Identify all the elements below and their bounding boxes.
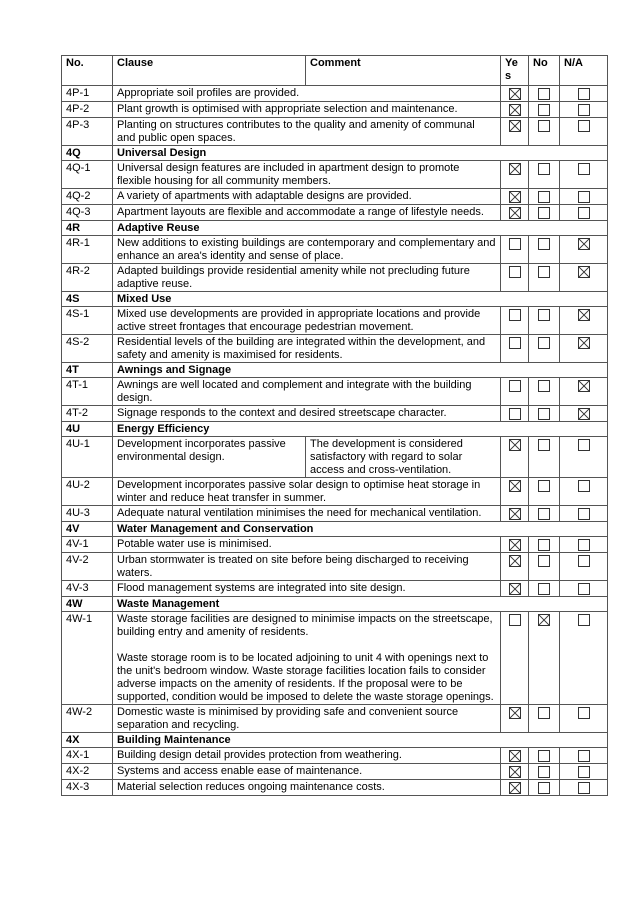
na-checkbox[interactable] [578,539,590,551]
clause-text: Flood management systems are integrated into site design. [113,581,501,597]
section-title: Energy Efficiency [113,422,608,437]
clause-number: 4U-1 [62,437,113,478]
clause-text: Systems and access enable ease of maintenance. [113,764,501,780]
yes-checkbox-cell [501,478,529,506]
yes-checkbox-cell [501,748,529,764]
section-row [62,292,608,307]
no-checkbox-cell [529,478,560,506]
yes-checkbox-cell [501,264,529,292]
na-checkbox[interactable] [578,614,590,626]
no-checkbox-cell [529,764,560,780]
clause-text: Apartment layouts are flexible and accommodate a range of lifestyle needs. [113,205,501,221]
table-row [62,378,608,406]
table-row [62,537,608,553]
table-row [62,335,608,363]
no-checkbox-cell [529,553,560,581]
na-checkbox[interactable] [578,766,590,778]
section-number: 4Q [62,146,113,161]
clause-text: Potable water use is minimised. [113,537,501,553]
yes-checkbox-cell [501,189,529,205]
no-checkbox-cell [529,612,560,705]
clause-number: 4Q-3 [62,205,113,221]
na-checkbox-cell [560,748,608,764]
no-checkbox-cell [529,406,560,422]
na-checkbox-cell [560,307,608,335]
yes-checkbox-cell [501,612,529,705]
clause-text: Domestic waste is minimised by providing safe and convenient source separation and recycling. [113,705,501,733]
no-checkbox-cell [529,335,560,363]
yes-checkbox-cell [501,537,529,553]
table-row [62,764,608,780]
table-row [62,705,608,733]
no-checkbox-cell [529,205,560,221]
table-row [62,118,608,146]
yes-checkbox[interactable] [509,337,521,349]
yes-checkbox[interactable] [509,539,521,551]
yes-checkbox[interactable] [509,266,521,278]
clause-number: 4X-3 [62,780,113,796]
yes-checkbox-cell [501,86,529,102]
no-checkbox-cell [529,118,560,146]
yes-checkbox-cell [501,506,529,522]
yes-checkbox-cell [501,437,529,478]
table-row [62,189,608,205]
na-checkbox[interactable] [578,238,590,250]
section-row [62,221,608,236]
section-row [62,733,608,748]
clause-number: 4T-1 [62,378,113,406]
section-title: Universal Design [113,146,608,161]
section-number: 4X [62,733,113,748]
section-row [62,522,608,537]
table-row [62,581,608,597]
clause-number: 4R-1 [62,236,113,264]
clause-number: 4P-3 [62,118,113,146]
yes-checkbox[interactable] [509,707,521,719]
yes-checkbox-cell [501,581,529,597]
na-checkbox[interactable] [578,207,590,219]
clause-text: Adapted buildings provide residential amenity while not precluding future adaptive reuse. [113,264,501,292]
yes-checkbox[interactable] [509,555,521,567]
na-checkbox-cell [560,264,608,292]
yes-checkbox-cell [501,307,529,335]
clause-text: Urban stormwater is treated on site before being discharged to receiving waters. [113,553,501,581]
yes-checkbox[interactable] [509,614,521,626]
clause-text: Material selection reduces ongoing maintenance costs. [113,780,501,796]
yes-checkbox[interactable] [509,104,521,116]
compliance-table [61,55,608,796]
yes-checkbox[interactable] [509,163,521,175]
na-checkbox-cell [560,161,608,189]
yes-checkbox-cell [501,102,529,118]
no-checkbox[interactable] [538,88,550,100]
clause-number: 4R-2 [62,264,113,292]
yes-checkbox[interactable] [509,508,521,520]
na-checkbox-cell [560,780,608,796]
na-checkbox-cell [560,205,608,221]
yes-checkbox-cell [501,236,529,264]
no-checkbox[interactable] [538,782,550,794]
yes-checkbox[interactable] [509,766,521,778]
yes-checkbox-cell [501,161,529,189]
no-checkbox-cell [529,264,560,292]
na-checkbox-cell [560,537,608,553]
clause-number: 4W-1 [62,612,113,705]
table-row [62,748,608,764]
na-checkbox-cell [560,581,608,597]
no-checkbox-cell [529,161,560,189]
table-row [62,307,608,335]
section-title: Adaptive Reuse [113,221,608,236]
no-checkbox-cell [529,236,560,264]
no-checkbox-cell [529,189,560,205]
clause-number: 4P-1 [62,86,113,102]
clause-text: Waste storage facilities are designed to minimise impacts on the streetscape, building entry and amenity of residents. Waste storage room is to be located adjoining to unit 4 with openings next to the unit's bedroom window. Waste storage facilities location fails to consider adverse impacts on the amenity of residents. If the proposal were to be supported, condition would be imposed to delete the waste storage openings. [113,612,501,705]
table-row [62,506,608,522]
no-checkbox[interactable] [538,583,550,595]
section-number: 4U [62,422,113,437]
no-checkbox[interactable] [538,480,550,492]
na-checkbox-cell [560,236,608,264]
no-checkbox-cell [529,780,560,796]
na-checkbox-cell [560,378,608,406]
section-number: 4T [62,363,113,378]
section-row [62,597,608,612]
no-checkbox-cell [529,537,560,553]
table-body [62,86,608,796]
no-checkbox[interactable] [538,207,550,219]
na-checkbox[interactable] [578,408,590,420]
clause-number: 4W-2 [62,705,113,733]
na-checkbox-cell [560,705,608,733]
clause-text: Appropriate soil profiles are provided. [113,86,501,102]
na-checkbox[interactable] [578,120,590,132]
section-number: 4W [62,597,113,612]
section-title: Waste Management [113,597,608,612]
yes-checkbox-cell [501,406,529,422]
no-checkbox-cell [529,506,560,522]
na-checkbox[interactable] [578,480,590,492]
yes-checkbox-cell [501,205,529,221]
yes-checkbox[interactable] [509,380,521,392]
no-checkbox[interactable] [538,555,550,567]
yes-checkbox[interactable] [509,782,521,794]
yes-checkbox[interactable] [509,583,521,595]
na-checkbox-cell [560,506,608,522]
section-number: 4V [62,522,113,537]
comment-text: The development is considered satisfactory with regard to solar access and cross-ventilation. [306,437,501,478]
clause-text: Plant growth is optimised with appropriate selection and maintenance. [113,102,501,118]
section-title: Water Management and Conservation [113,522,608,537]
table-row [62,205,608,221]
na-checkbox[interactable] [578,439,590,451]
yes-checkbox[interactable] [509,408,521,420]
section-row [62,363,608,378]
no-checkbox[interactable] [538,614,550,626]
yes-checkbox-cell [501,705,529,733]
yes-checkbox-cell [501,118,529,146]
clause-text: Adequate natural ventilation minimises the need for mechanical ventilation. [113,506,501,522]
clause-number: 4U-2 [62,478,113,506]
no-checkbox[interactable] [538,337,550,349]
clause-text: Residential levels of the building are integrated within the development, and safety and amenity is maximised for residents. [113,335,501,363]
clause-number: 4P-2 [62,102,113,118]
clause-text: Universal design features are included in apartment design to promote flexible housing for all community members. [113,161,501,189]
na-checkbox[interactable] [578,707,590,719]
na-checkbox-cell [560,335,608,363]
na-checkbox-cell [560,189,608,205]
clause-number: 4S-1 [62,307,113,335]
table-row [62,236,608,264]
na-checkbox-cell [560,437,608,478]
yes-checkbox[interactable] [509,238,521,250]
no-checkbox[interactable] [538,266,550,278]
clause-text: A variety of apartments with adaptable designs are provided. [113,189,501,205]
clause-text: Development incorporates passive environmental design. [113,437,306,478]
yes-checkbox[interactable] [509,750,521,762]
section-title: Awnings and Signage [113,363,608,378]
na-checkbox-cell [560,118,608,146]
clause-number: 4Q-1 [62,161,113,189]
clause-number: 4T-2 [62,406,113,422]
clause-text: Awnings are well located and complement and integrate with the building design. [113,378,501,406]
clause-number: 4X-2 [62,764,113,780]
table-row [62,102,608,118]
yes-checkbox-cell [501,764,529,780]
clause-text: New additions to existing buildings are contemporary and complementary and enhance an area's identity and sense of place. [113,236,501,264]
header-no: No. [62,56,113,86]
na-checkbox-cell [560,86,608,102]
na-checkbox-cell [560,102,608,118]
na-checkbox[interactable] [578,508,590,520]
yes-checkbox[interactable] [509,120,521,132]
clause-number: 4X-1 [62,748,113,764]
na-checkbox[interactable] [578,309,590,321]
clause-number: 4V-3 [62,581,113,597]
na-checkbox[interactable] [578,782,590,794]
section-number: 4R [62,221,113,236]
na-checkbox[interactable] [578,88,590,100]
na-checkbox-cell [560,478,608,506]
clause-number: 4V-1 [62,537,113,553]
na-checkbox[interactable] [578,266,590,278]
no-checkbox[interactable] [538,238,550,250]
na-checkbox-cell [560,764,608,780]
section-title: Mixed Use [113,292,608,307]
header-na: N/A [560,56,608,86]
no-checkbox-cell [529,581,560,597]
no-checkbox-cell [529,748,560,764]
no-checkbox[interactable] [538,539,550,551]
table-row [62,86,608,102]
clause-text: Development incorporates passive solar design to optimise heat storage in winter and reduce heat transfer in summer. [113,478,501,506]
na-checkbox[interactable] [578,163,590,175]
clause-text: Signage responds to the context and desired streetscape character. [113,406,501,422]
na-checkbox[interactable] [578,104,590,116]
header-row [62,56,608,86]
no-checkbox[interactable] [538,508,550,520]
no-checkbox-cell [529,102,560,118]
yes-checkbox[interactable] [509,439,521,451]
yes-checkbox[interactable] [509,88,521,100]
clause-number: 4S-2 [62,335,113,363]
no-checkbox[interactable] [538,750,550,762]
yes-checkbox[interactable] [509,309,521,321]
clause-text: Building design detail provides protection from weathering. [113,748,501,764]
yes-checkbox-cell [501,553,529,581]
na-checkbox-cell [560,612,608,705]
na-checkbox-cell [560,406,608,422]
na-checkbox-cell [560,553,608,581]
section-number: 4S [62,292,113,307]
no-checkbox[interactable] [538,120,550,132]
no-checkbox[interactable] [538,104,550,116]
na-checkbox[interactable] [578,380,590,392]
yes-checkbox[interactable] [509,191,521,203]
header-yes: Ye s [501,56,529,86]
no-checkbox-cell [529,705,560,733]
no-checkbox[interactable] [538,707,550,719]
header-comment: Comment [306,56,501,86]
table-row [62,478,608,506]
no-checkbox-cell [529,307,560,335]
na-checkbox[interactable] [578,337,590,349]
yes-checkbox-cell [501,780,529,796]
clause-number: 4V-2 [62,553,113,581]
clause-text: Mixed use developments are provided in appropriate locations and provide active street frontages that encourage pedestrian movement. [113,307,501,335]
header-clause: Clause [113,56,306,86]
section-title: Building Maintenance [113,733,608,748]
clause-text: Planting on structures contributes to the quality and amenity of communal and public open spaces. [113,118,501,146]
clause-number: 4U-3 [62,506,113,522]
table-row [62,437,608,478]
table-row [62,161,608,189]
table-row [62,553,608,581]
table-row [62,406,608,422]
na-checkbox[interactable] [578,583,590,595]
no-checkbox[interactable] [538,309,550,321]
yes-checkbox[interactable] [509,480,521,492]
section-row [62,146,608,161]
na-checkbox[interactable] [578,191,590,203]
no-checkbox-cell [529,378,560,406]
table-row [62,780,608,796]
na-checkbox[interactable] [578,750,590,762]
no-checkbox[interactable] [538,380,550,392]
no-checkbox[interactable] [538,191,550,203]
header-no-col: No [529,56,560,86]
yes-checkbox[interactable] [509,207,521,219]
no-checkbox[interactable] [538,766,550,778]
table-row [62,264,608,292]
no-checkbox-cell [529,86,560,102]
table-row [62,612,608,705]
no-checkbox-cell [529,437,560,478]
clause-number: 4Q-2 [62,189,113,205]
na-checkbox[interactable] [578,555,590,567]
section-row [62,422,608,437]
no-checkbox[interactable] [538,163,550,175]
yes-checkbox-cell [501,335,529,363]
yes-checkbox-cell [501,378,529,406]
no-checkbox[interactable] [538,408,550,420]
no-checkbox[interactable] [538,439,550,451]
